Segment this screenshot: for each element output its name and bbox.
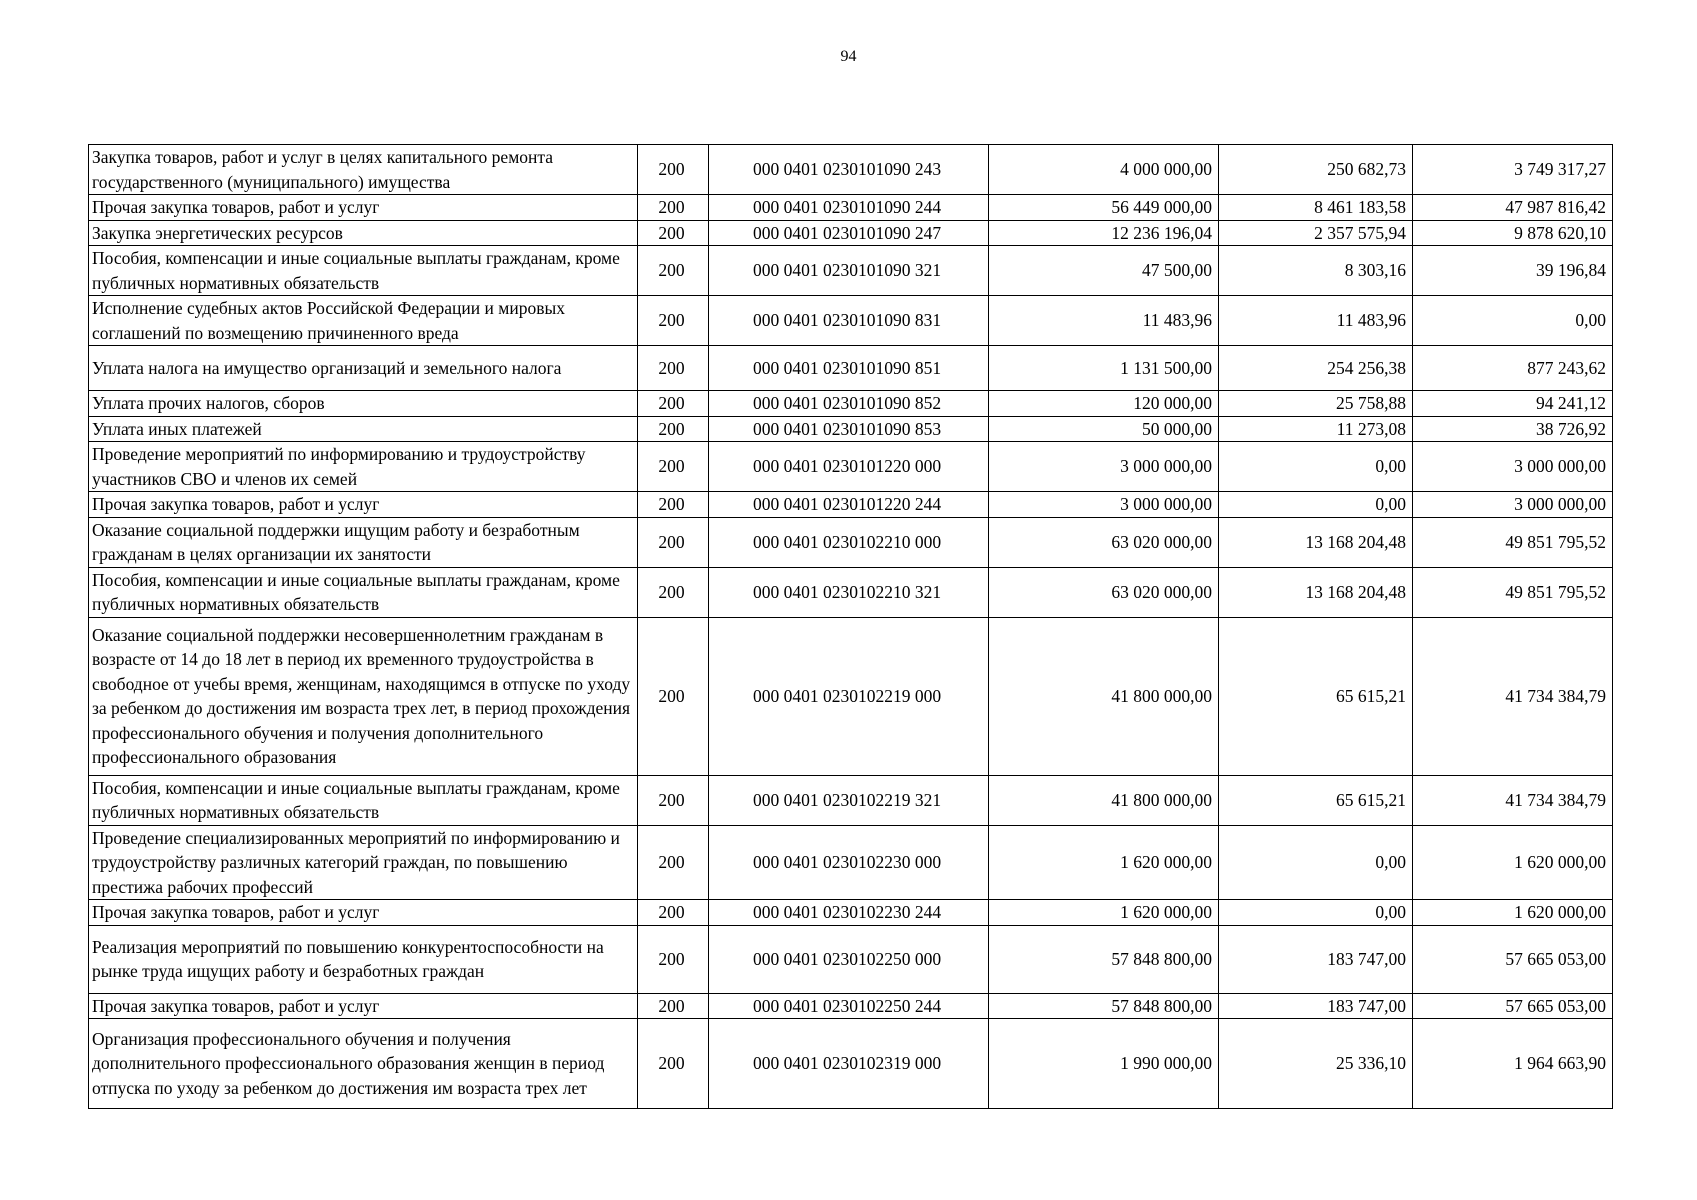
unexecuted-amount-cell: 57 665 053,00 — [1413, 925, 1613, 993]
table-row — [89, 220, 1613, 246]
line-code-cell: 200 — [638, 246, 709, 296]
unexecuted-amount-cell: 3 000 000,00 — [1413, 442, 1613, 492]
line-code-cell: 200 — [638, 442, 709, 492]
unexecuted-amount-cell: 1 964 663,90 — [1413, 1019, 1613, 1109]
table-row — [89, 442, 1613, 492]
executed-amount-cell: 250 682,73 — [1219, 145, 1413, 195]
unexecuted-amount-cell: 47 987 816,42 — [1413, 195, 1613, 221]
line-code-cell: 200 — [638, 492, 709, 518]
table-row — [89, 246, 1613, 296]
table-row — [89, 517, 1613, 567]
line-code-cell: 200 — [638, 195, 709, 221]
executed-amount-cell: 2 357 575,94 — [1219, 220, 1413, 246]
approved-amount-cell: 63 020 000,00 — [989, 517, 1219, 567]
page-number: 94 — [840, 48, 857, 65]
approved-amount-cell: 120 000,00 — [989, 391, 1219, 417]
table-row — [89, 391, 1613, 417]
budget-code-cell: 000 0401 0230102210 321 — [709, 567, 989, 617]
table-row — [89, 1019, 1613, 1109]
table-row — [89, 993, 1613, 1019]
expense-name-cell: Пособия, компенсации и иные социальные выплаты гражданам, кроме публичных нормативных обязательств — [89, 246, 638, 296]
line-code-cell: 200 — [638, 391, 709, 417]
expense-name-cell: Уплата иных платежей — [89, 416, 638, 442]
unexecuted-amount-cell: 3 000 000,00 — [1413, 492, 1613, 518]
expense-name-cell: Пособия, компенсации и иные социальные выплаты гражданам, кроме публичных нормативных обязательств — [89, 775, 638, 825]
unexecuted-amount-cell: 1 620 000,00 — [1413, 825, 1613, 900]
unexecuted-amount-cell: 3 749 317,27 — [1413, 145, 1613, 195]
unexecuted-amount-cell: 9 878 620,10 — [1413, 220, 1613, 246]
executed-amount-cell: 8 303,16 — [1219, 246, 1413, 296]
approved-amount-cell: 1 620 000,00 — [989, 825, 1219, 900]
line-code-cell: 200 — [638, 567, 709, 617]
table-row — [89, 925, 1613, 993]
budget-code-cell: 000 0401 0230102230 000 — [709, 825, 989, 900]
budget-code-cell: 000 0401 0230102319 000 — [709, 1019, 989, 1109]
executed-amount-cell: 0,00 — [1219, 442, 1413, 492]
table-row — [89, 775, 1613, 825]
unexecuted-amount-cell: 57 665 053,00 — [1413, 993, 1613, 1019]
approved-amount-cell: 12 236 196,04 — [989, 220, 1219, 246]
expense-name-cell: Проведение мероприятий по информированию и трудоустройству участников СВО и членов их семей — [89, 442, 638, 492]
approved-amount-cell: 41 800 000,00 — [989, 775, 1219, 825]
budget-code-cell: 000 0401 0230102219 000 — [709, 617, 989, 775]
line-code-cell: 200 — [638, 346, 709, 391]
executed-amount-cell: 183 747,00 — [1219, 925, 1413, 993]
budget-code-cell: 000 0401 0230102219 321 — [709, 775, 989, 825]
unexecuted-amount-cell: 39 196,84 — [1413, 246, 1613, 296]
table-row — [89, 145, 1613, 195]
line-code-cell: 200 — [638, 900, 709, 926]
unexecuted-amount-cell: 0,00 — [1413, 296, 1613, 346]
line-code-cell: 200 — [638, 775, 709, 825]
budget-code-cell: 000 0401 0230101090 853 — [709, 416, 989, 442]
unexecuted-amount-cell: 49 851 795,52 — [1413, 567, 1613, 617]
budget-execution-table — [88, 144, 1613, 1109]
executed-amount-cell: 0,00 — [1219, 825, 1413, 900]
expense-name-cell: Закупка товаров, работ и услуг в целях капитального ремонта государственного (муниципального) имущества — [89, 145, 638, 195]
table-row — [89, 416, 1613, 442]
budget-code-cell: 000 0401 0230102250 244 — [709, 993, 989, 1019]
approved-amount-cell: 3 000 000,00 — [989, 492, 1219, 518]
budget-code-cell: 000 0401 0230101090 244 — [709, 195, 989, 221]
table-row — [89, 900, 1613, 926]
budget-code-cell: 000 0401 0230101090 851 — [709, 346, 989, 391]
unexecuted-amount-cell: 41 734 384,79 — [1413, 617, 1613, 775]
executed-amount-cell: 13 168 204,48 — [1219, 567, 1413, 617]
approved-amount-cell: 50 000,00 — [989, 416, 1219, 442]
unexecuted-amount-cell: 1 620 000,00 — [1413, 900, 1613, 926]
budget-code-cell: 000 0401 0230101090 247 — [709, 220, 989, 246]
executed-amount-cell: 25 336,10 — [1219, 1019, 1413, 1109]
budget-code-cell: 000 0401 0230102210 000 — [709, 517, 989, 567]
expense-name-cell: Прочая закупка товаров, работ и услуг — [89, 195, 638, 221]
approved-amount-cell: 4 000 000,00 — [989, 145, 1219, 195]
table-row — [89, 492, 1613, 518]
approved-amount-cell: 63 020 000,00 — [989, 567, 1219, 617]
unexecuted-amount-cell: 877 243,62 — [1413, 346, 1613, 391]
budget-code-cell: 000 0401 0230101220 000 — [709, 442, 989, 492]
table-row — [89, 296, 1613, 346]
approved-amount-cell: 1 620 000,00 — [989, 900, 1219, 926]
executed-amount-cell: 0,00 — [1219, 492, 1413, 518]
expense-name-cell: Пособия, компенсации и иные социальные выплаты гражданам, кроме публичных нормативных обязательств — [89, 567, 638, 617]
line-code-cell: 200 — [638, 1019, 709, 1109]
executed-amount-cell: 11 273,08 — [1219, 416, 1413, 442]
line-code-cell: 200 — [638, 220, 709, 246]
expense-name-cell: Реализация мероприятий по повышению конкурентоспособности на рынке труда ищущих работу и безработных граждан — [89, 925, 638, 993]
line-code-cell: 200 — [638, 416, 709, 442]
table-row — [89, 825, 1613, 900]
table-row — [89, 567, 1613, 617]
executed-amount-cell: 13 168 204,48 — [1219, 517, 1413, 567]
line-code-cell: 200 — [638, 825, 709, 900]
expense-name-cell: Проведение специализированных мероприятий по информированию и трудоустройству различных категорий граждан, по повышению престижа рабочих профессий — [89, 825, 638, 900]
executed-amount-cell: 25 758,88 — [1219, 391, 1413, 417]
executed-amount-cell: 65 615,21 — [1219, 617, 1413, 775]
approved-amount-cell: 1 131 500,00 — [989, 346, 1219, 391]
line-code-cell: 200 — [638, 925, 709, 993]
executed-amount-cell: 65 615,21 — [1219, 775, 1413, 825]
expense-name-cell: Уплата прочих налогов, сборов — [89, 391, 638, 417]
approved-amount-cell: 1 990 000,00 — [989, 1019, 1219, 1109]
unexecuted-amount-cell: 94 241,12 — [1413, 391, 1613, 417]
budget-code-cell: 000 0401 0230101220 244 — [709, 492, 989, 518]
expense-name-cell: Организация профессионального обучения и получения дополнительного профессионального образования женщин в период отпуска по уходу за ребенком до достижения им возраста трех лет — [89, 1019, 638, 1109]
executed-amount-cell: 11 483,96 — [1219, 296, 1413, 346]
expense-name-cell: Закупка энергетических ресурсов — [89, 220, 638, 246]
expense-name-cell: Оказание социальной поддержки несовершеннолетним гражданам в возрасте от 14 до 18 лет в период их временного трудоустройства в свободное от учебы время, женщинам, находящимся в отпуске по уходу за ребенком до достижения им возраста трех лет, в период прохождения профессионального обучения и получения дополнительного профессионального образования — [89, 617, 638, 775]
unexecuted-amount-cell: 38 726,92 — [1413, 416, 1613, 442]
line-code-cell: 200 — [638, 296, 709, 346]
expense-name-cell: Исполнение судебных актов Российской Федерации и мировых соглашений по возмещению причиненного вреда — [89, 296, 638, 346]
approved-amount-cell: 41 800 000,00 — [989, 617, 1219, 775]
budget-code-cell: 000 0401 0230101090 321 — [709, 246, 989, 296]
expense-name-cell: Уплата налога на имущество организаций и земельного налога — [89, 346, 638, 391]
approved-amount-cell: 57 848 800,00 — [989, 925, 1219, 993]
table-row — [89, 195, 1613, 221]
executed-amount-cell: 8 461 183,58 — [1219, 195, 1413, 221]
table-body — [89, 145, 1613, 1109]
approved-amount-cell: 57 848 800,00 — [989, 993, 1219, 1019]
budget-code-cell: 000 0401 0230102230 244 — [709, 900, 989, 926]
unexecuted-amount-cell: 41 734 384,79 — [1413, 775, 1613, 825]
approved-amount-cell: 3 000 000,00 — [989, 442, 1219, 492]
expense-name-cell: Прочая закупка товаров, работ и услуг — [89, 900, 638, 926]
expense-name-cell: Прочая закупка товаров, работ и услуг — [89, 492, 638, 518]
table-row — [89, 617, 1613, 775]
budget-code-cell: 000 0401 0230102250 000 — [709, 925, 989, 993]
expense-name-cell: Оказание социальной поддержки ищущим работу и безработным гражданам в целях организации их занятости — [89, 517, 638, 567]
table-row — [89, 346, 1613, 391]
approved-amount-cell: 47 500,00 — [989, 246, 1219, 296]
budget-code-cell: 000 0401 0230101090 243 — [709, 145, 989, 195]
unexecuted-amount-cell: 49 851 795,52 — [1413, 517, 1613, 567]
executed-amount-cell: 0,00 — [1219, 900, 1413, 926]
executed-amount-cell: 254 256,38 — [1219, 346, 1413, 391]
executed-amount-cell: 183 747,00 — [1219, 993, 1413, 1019]
budget-code-cell: 000 0401 0230101090 852 — [709, 391, 989, 417]
line-code-cell: 200 — [638, 145, 709, 195]
approved-amount-cell: 56 449 000,00 — [989, 195, 1219, 221]
line-code-cell: 200 — [638, 993, 709, 1019]
line-code-cell: 200 — [638, 517, 709, 567]
line-code-cell: 200 — [638, 617, 709, 775]
approved-amount-cell: 11 483,96 — [989, 296, 1219, 346]
expense-name-cell: Прочая закупка товаров, работ и услуг — [89, 993, 638, 1019]
budget-code-cell: 000 0401 0230101090 831 — [709, 296, 989, 346]
